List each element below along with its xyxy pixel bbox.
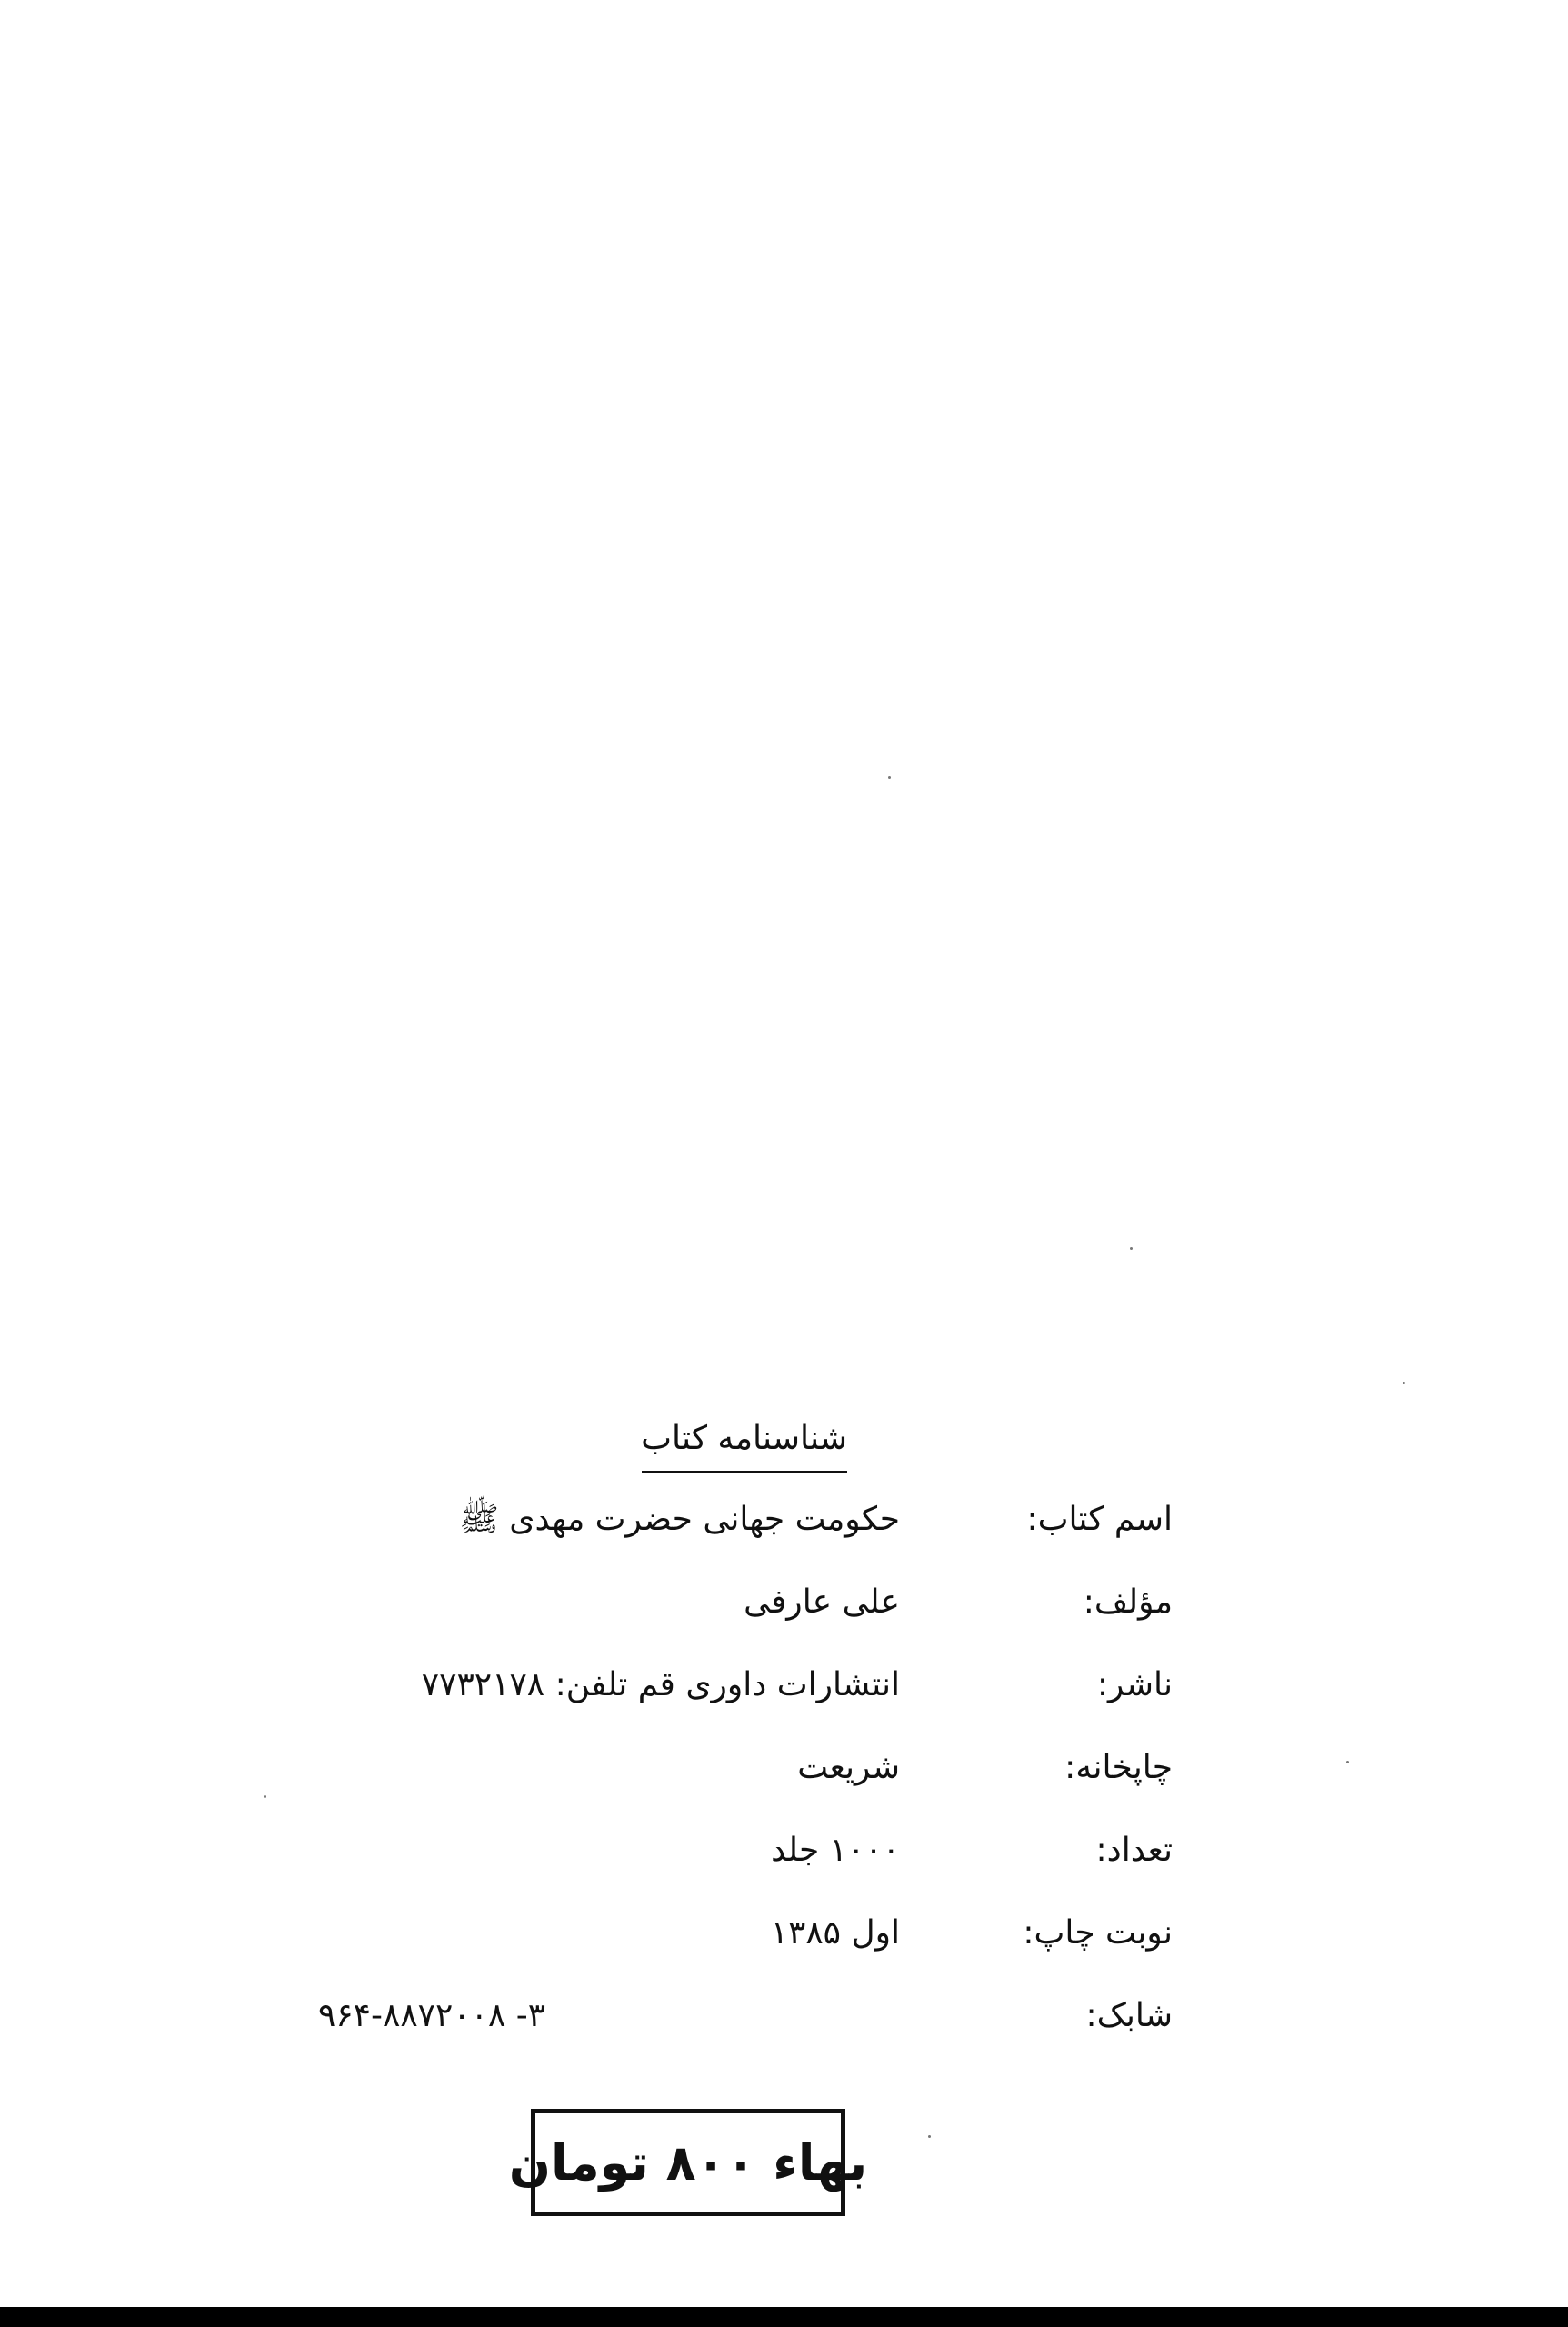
info-row-isbn	[318, 1987, 1173, 2070]
scan-speck	[264, 1795, 266, 1798]
info-row-author	[318, 1573, 1173, 1656]
info-value: اول ۱۳۸۵	[770, 1914, 900, 1952]
info-label: شابک:	[1085, 1997, 1173, 2034]
title-underline	[642, 1471, 847, 1473]
info-label: تعداد:	[1095, 1832, 1173, 1869]
info-value: حکومت جهانی حضرت مهدی ﷺ	[459, 1501, 900, 1538]
info-label: چاپخانه:	[1064, 1749, 1173, 1786]
info-value: ۱۰۰۰ جلد	[771, 1832, 900, 1869]
info-label: نوبت چاپ:	[1023, 1914, 1173, 1952]
info-row-publisher	[318, 1656, 1173, 1739]
scan-speck	[1130, 1247, 1133, 1250]
info-value: شریعت	[797, 1749, 900, 1786]
info-row-count	[318, 1822, 1173, 1904]
info-row-printer	[318, 1739, 1173, 1822]
info-value: ۹۶۴-۸۸۷۲۰۰۸ -۳	[318, 1997, 546, 2034]
info-label: اسم کتاب:	[1026, 1501, 1173, 1538]
scan-bottom-edge	[0, 2307, 1568, 2327]
info-value: انتشارات داوری قم تلفن: ۷۷۳۲۱۷۸	[421, 1666, 900, 1703]
price-stamp: بهاء ۸۰۰ تومان	[531, 2109, 845, 2216]
info-row-edition	[318, 1904, 1173, 1987]
scan-speck	[1403, 1382, 1405, 1384]
scan-speck	[888, 776, 891, 779]
scan-speck	[1346, 1761, 1349, 1763]
info-label: ناشر:	[1096, 1666, 1173, 1703]
scan-speck	[928, 2135, 931, 2138]
info-value: علی عارفی	[744, 1583, 900, 1621]
book-info-list	[318, 1491, 1173, 2070]
info-label: مؤلف:	[1083, 1583, 1173, 1621]
page-title: شناسنامه کتاب	[641, 1420, 847, 1457]
info-row-title	[318, 1491, 1173, 1573]
